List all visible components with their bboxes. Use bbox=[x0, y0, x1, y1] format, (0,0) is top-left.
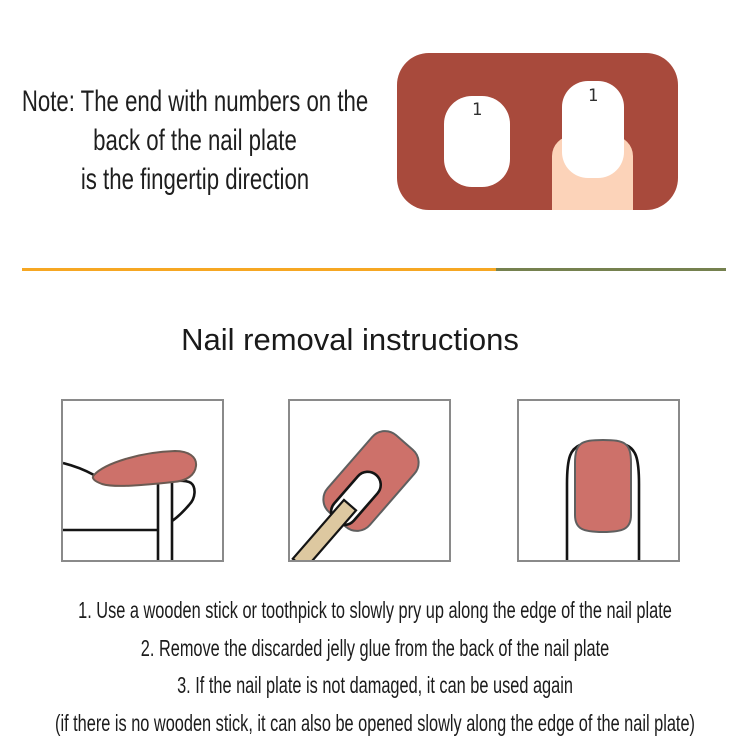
note-line-2: back of the nail plate bbox=[93, 124, 297, 157]
divider-orange-segment bbox=[22, 268, 496, 271]
instructions-text bbox=[38, 592, 713, 742]
nail-on-finger-icon bbox=[519, 401, 678, 560]
divider-line bbox=[22, 268, 726, 271]
step1-pry-up-illustration bbox=[61, 399, 224, 562]
instruction-line-4: (if there is no wooden stick, it can also be opened slowly along the edge of the nail plate) bbox=[55, 709, 695, 736]
pry-up-side-view-icon bbox=[63, 401, 222, 560]
instruction-line-2: 2. Remove the discarded jelly glue from the back of the nail plate bbox=[140, 634, 610, 661]
instruction-line-1: 1. Use a wooden stick or toothpick to slowly pry up along the edge of the nail plate bbox=[78, 597, 672, 623]
nail-plate-tray-illustration bbox=[397, 53, 678, 210]
note-line-3: is the fingertip direction bbox=[80, 163, 310, 196]
nail-number-label: 1 bbox=[471, 100, 483, 120]
glue-scrape-icon bbox=[290, 401, 449, 560]
step2-remove-glue-illustration bbox=[288, 399, 451, 562]
section-title: Nail removal instructions bbox=[181, 322, 519, 357]
divider-green-segment bbox=[496, 268, 726, 271]
note-line-1: Note: The end with numbers on the bbox=[21, 85, 369, 118]
note-text bbox=[0, 82, 391, 199]
numbered-nail-tip-left bbox=[444, 96, 510, 187]
nail-number-label: 1 bbox=[587, 86, 599, 106]
instruction-line-3: 3. If the nail plate is not damaged, it can be used again bbox=[177, 672, 573, 698]
numbered-nail-tip-right bbox=[562, 81, 624, 178]
step3-reuse-nail-illustration bbox=[517, 399, 680, 562]
